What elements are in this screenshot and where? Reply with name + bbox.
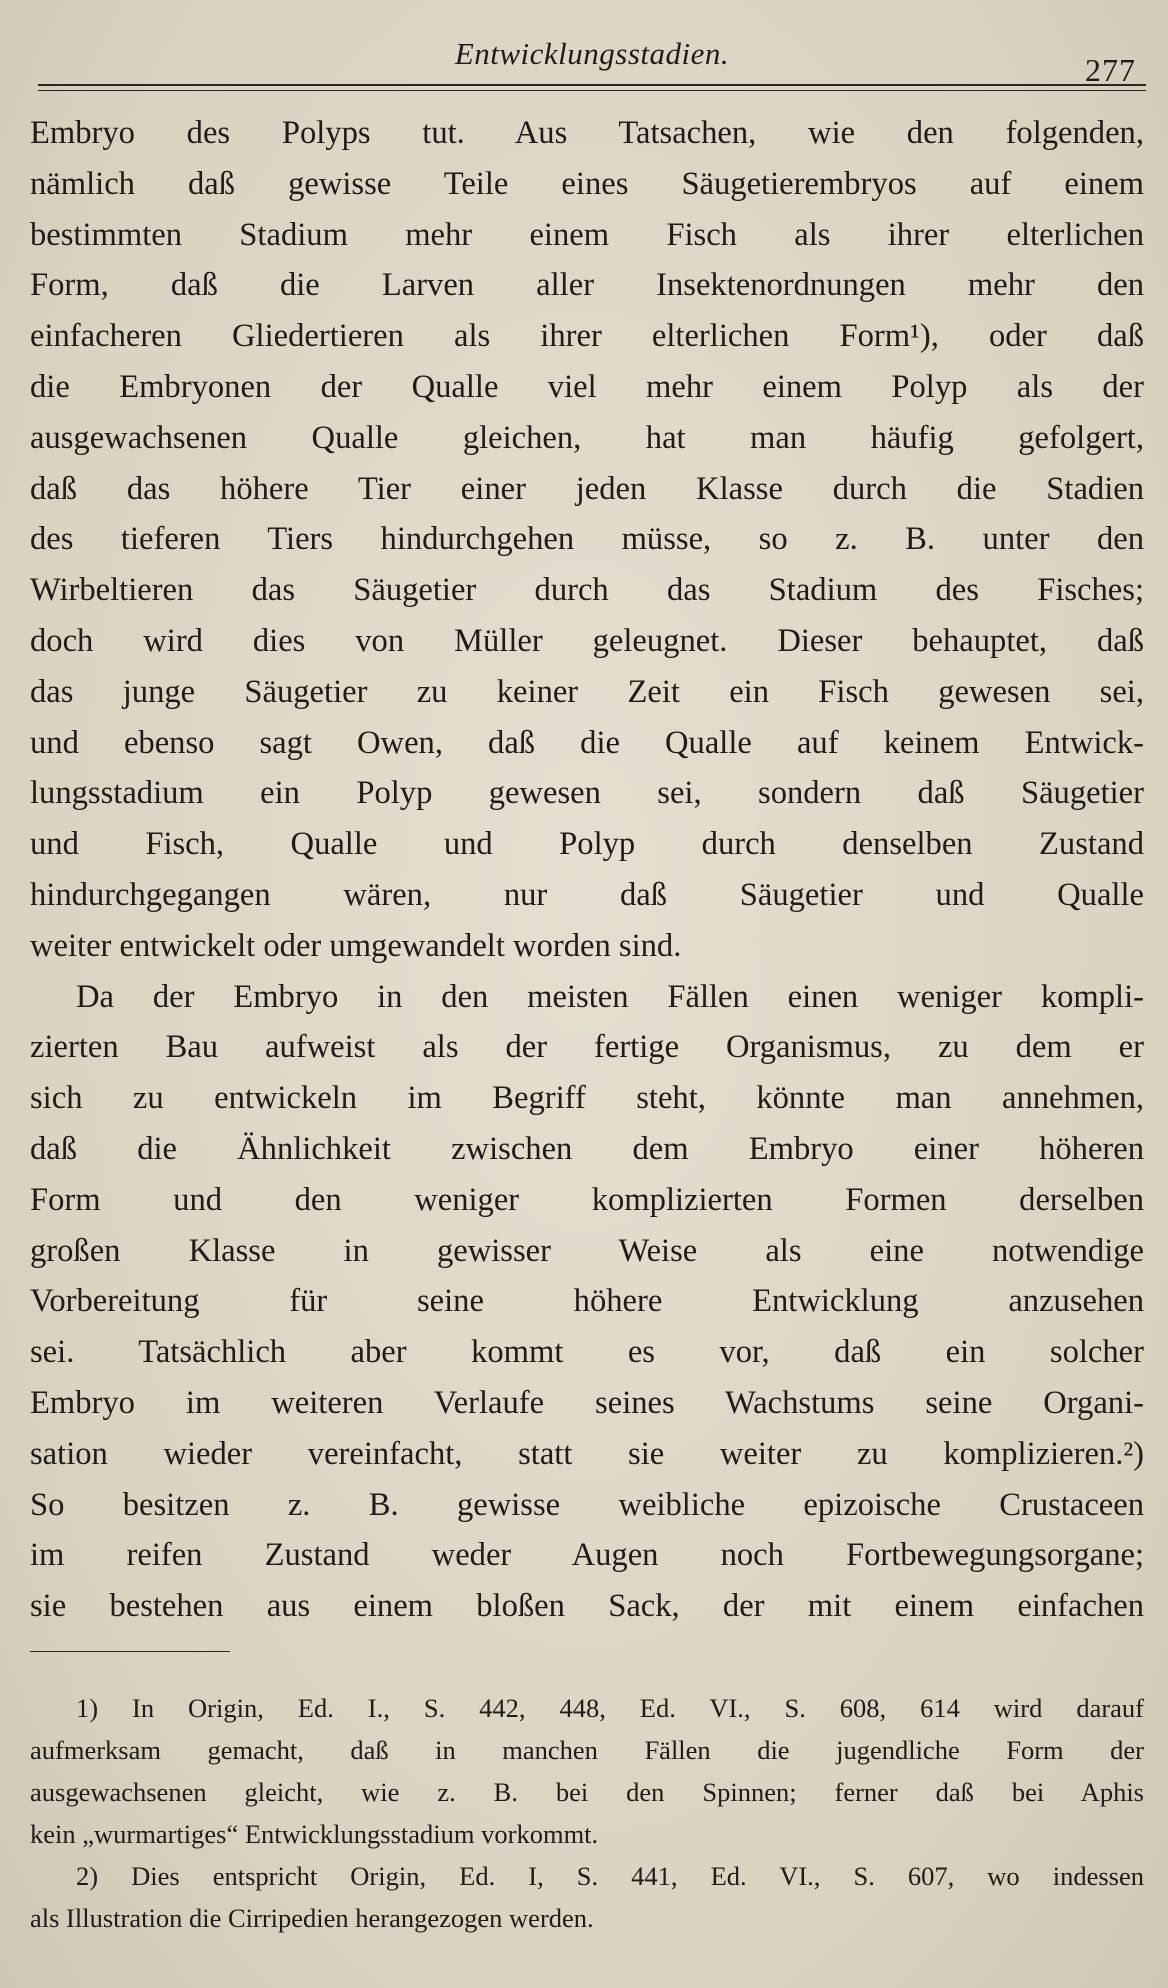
running-title: Entwicklungsstadien. xyxy=(454,36,730,71)
header-rule-thin xyxy=(38,90,1146,91)
running-head xyxy=(38,28,1146,92)
text-line: sation wieder vereinfacht, statt sie weiter zu komplizieren.²) xyxy=(30,1435,1144,1472)
footnote-line: ausgewachsenen gleicht, wie z. B. bei den Spinnen; ferner daß bei Aphis xyxy=(30,1777,1144,1807)
text-line: Form und den weniger komplizierten Formen derselben xyxy=(30,1181,1144,1218)
text-line: sie bestehen aus einem bloßen Sack, der mit einem einfachen xyxy=(30,1588,1144,1625)
text-line: Da der Embryo in den meisten Fällen einen weniger kompli- xyxy=(76,978,1144,1015)
paragraph-2 xyxy=(30,972,1144,1632)
text-line: sei. Tatsächlich aber kommt es vor, daß ein solcher xyxy=(30,1334,1144,1371)
text-line: die Embryonen der Qualle viel mehr einem Polyp als der xyxy=(30,368,1144,405)
text-line: bestimmten Stadium mehr einem Fisch als ihrer elterlichen xyxy=(30,216,1144,253)
text-line: daß die Ähnlichkeit zwischen dem Embryo einer höheren xyxy=(30,1130,1144,1167)
footnote-1 xyxy=(30,1687,1144,1855)
text-line: des tieferen Tiers hindurchgehen müsse, so z. B. unter den xyxy=(30,521,1144,558)
text-line: So besitzen z. B. gewisse weibliche epizoische Crustaceen xyxy=(30,1486,1144,1523)
footnote-line: 1) In Origin, Ed. I., S. 442, 448, Ed. VI., S. 608, 614 wird darauf xyxy=(76,1693,1144,1723)
text-line: einfacheren Gliedertieren als ihrer elterlichen Form¹), oder daß xyxy=(30,318,1144,355)
text-line: Vorbereitung für seine höhere Entwicklung anzusehen xyxy=(30,1283,1144,1320)
text-line: das junge Säugetier zu keiner Zeit ein Fisch gewesen sei, xyxy=(30,673,1144,710)
footnotes xyxy=(30,1687,1144,1939)
page-number: 277 xyxy=(1085,52,1136,88)
text-line: und Fisch, Qualle und Polyp durch denselben Zustand xyxy=(30,826,1144,863)
text-line: ausgewachsenen Qualle gleichen, hat man häufig gefolgert, xyxy=(30,419,1144,456)
text-line: daß das höhere Tier einer jeden Klasse durch die Stadien xyxy=(30,470,1144,507)
text-line: hindurchgegangen wären, nur daß Säugetier und Qualle xyxy=(30,876,1144,913)
text-line: Wirbeltieren das Säugetier durch das Stadium des Fisches; xyxy=(30,572,1144,609)
text-line: Embryo des Polyps tut. Aus Tatsachen, wie den folgenden, xyxy=(30,115,1144,151)
text-line: großen Klasse in gewisser Weise als eine notwendige xyxy=(30,1232,1144,1269)
text-line: Form, daß die Larven aller Insektenordnungen mehr den xyxy=(30,267,1144,304)
text-line: im reifen Zustand weder Augen noch Fortbewegungsorgane; xyxy=(30,1537,1144,1574)
text-line: nämlich daß gewisse Teile eines Säugetierembryos auf einem xyxy=(30,165,1144,202)
paragraph-1 xyxy=(30,108,1144,972)
footnote-rule xyxy=(30,1651,230,1652)
text-line: und ebenso sagt Owen, daß die Qualle auf keinem Entwick- xyxy=(30,724,1144,761)
header-rule xyxy=(38,84,1146,86)
text-line: zierten Bau aufweist als der fertige Organismus, zu dem er xyxy=(30,1029,1144,1066)
footnote-line: 2) Dies entspricht Origin, Ed. I, S. 441, Ed. VI., S. 607, wo indessen xyxy=(76,1861,1144,1891)
text-line: sich zu entwickeln im Begriff steht, könnte man annehmen, xyxy=(30,1080,1144,1117)
text-line: weiter entwickelt oder umgewandelt worden sind. xyxy=(30,927,682,964)
footnote-line: kein „wurmartiges“ Entwicklungsstadium vorkommt. xyxy=(30,1819,599,1849)
footnote-line: aufmerksam gemacht, daß in manchen Fällen die jugendliche Form der xyxy=(30,1735,1144,1765)
body-text xyxy=(30,108,1144,1632)
footnote-2 xyxy=(30,1855,1144,1939)
text-line: Embryo im weiteren Verlaufe seines Wachstums seine Organi- xyxy=(30,1384,1144,1421)
text-line: lungsstadium ein Polyp gewesen sei, sondern daß Säugetier xyxy=(30,775,1144,812)
footnote-line: als Illustration die Cirripedien herangezogen werden. xyxy=(30,1903,594,1933)
text-line: doch wird dies von Müller geleugnet. Dieser behauptet, daß xyxy=(30,622,1144,659)
